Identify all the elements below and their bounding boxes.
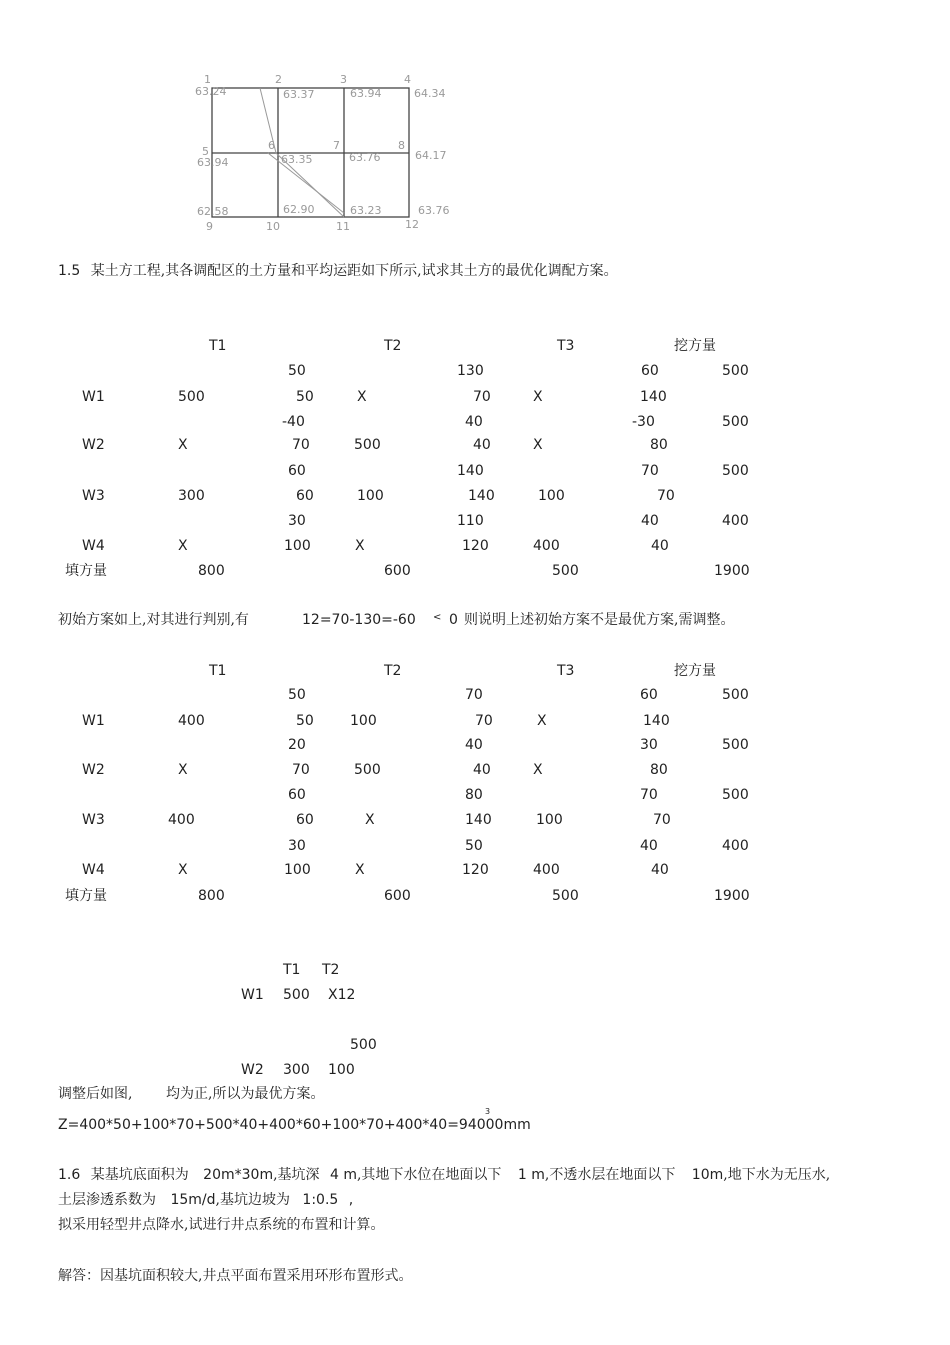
total-w2: 500 xyxy=(722,414,749,430)
problem-number: 1.6 xyxy=(58,1167,81,1183)
text-part: ,基坑边坡为 xyxy=(215,1192,290,1208)
cell: 120 xyxy=(462,862,489,878)
cell: 100 xyxy=(284,862,311,878)
elev-8: 64.17 xyxy=(415,149,447,162)
problem-1-6-line-2 xyxy=(58,1193,353,1207)
cell: 80 xyxy=(650,437,668,453)
problem-number: 1.5 xyxy=(58,263,81,279)
cell: 60 xyxy=(296,812,314,828)
dist-w1-t3: 60 xyxy=(640,687,658,703)
elev-7: 63.76 xyxy=(349,151,381,164)
judge-prefix: 初始方案如上,对其进行判别,有 xyxy=(58,612,249,628)
small-row-label-w1: W1 xyxy=(241,987,264,1003)
cell: 300 xyxy=(178,488,205,504)
total-w1: 500 xyxy=(722,687,749,703)
small-cell: 500 xyxy=(283,987,310,1003)
cell: 100 xyxy=(538,488,565,504)
dist-w1-t2: 130 xyxy=(457,363,484,379)
dist-w3-t1: 60 xyxy=(288,463,306,479)
answer-text: 解答：因基坑面积较大,井点平面布置采用环形布置形式。 xyxy=(58,1268,413,1284)
total-w1: 500 xyxy=(722,363,749,379)
cell: X xyxy=(537,713,547,729)
small-cell: 100 xyxy=(328,1062,355,1078)
cell: 500 xyxy=(354,437,381,453)
small-header-t1: T1 xyxy=(283,962,301,978)
cell: X xyxy=(178,538,188,554)
fill-label: 填方量 xyxy=(65,888,107,904)
corner-3: 3 xyxy=(340,73,347,86)
cell: 40 xyxy=(473,437,491,453)
value-slope: 1:0.5 xyxy=(302,1192,339,1208)
cell: X xyxy=(365,812,375,828)
cell: 100 xyxy=(284,538,311,554)
text-part: 某基坑底面积为 xyxy=(90,1167,189,1183)
cell: 500 xyxy=(354,762,381,778)
z-unit-superscript: 3 xyxy=(485,1107,491,1116)
cell: 400 xyxy=(533,862,560,878)
corner-10: 10 xyxy=(266,220,280,233)
cell: X xyxy=(533,389,543,405)
cell: 80 xyxy=(650,762,668,778)
cell: 140 xyxy=(468,488,495,504)
col-header-t1: T1 xyxy=(209,663,227,679)
row-label-w4: W4 xyxy=(82,862,105,878)
problem-1-5 xyxy=(58,264,618,278)
col-header-t2: T2 xyxy=(384,338,402,354)
value-water-level: 1 m xyxy=(517,1167,545,1183)
dist-w4-t3: 40 xyxy=(641,513,659,529)
value-permeability: 15m/d xyxy=(170,1192,216,1208)
problem-text: 某土方工程,其各调配区的土方量和平均运距如下所示,试求其土方的最优化调配方案。 xyxy=(90,263,618,279)
dist-w2-t2: 40 xyxy=(465,414,483,430)
cell: 50 xyxy=(296,389,314,405)
corner-2: 2 xyxy=(275,73,282,86)
col-header-cut: 挖方量 xyxy=(674,663,716,679)
corner-7: 7 xyxy=(333,139,340,152)
adjusted-suffix: 均为正,所以为最优方案。 xyxy=(166,1086,325,1102)
elev-5: 63.94 xyxy=(197,156,229,169)
elev-11: 63.23 xyxy=(350,204,382,217)
cell: 100 xyxy=(350,713,377,729)
dist-w3-t1: 60 xyxy=(288,787,306,803)
dist-w1-t2: 70 xyxy=(465,687,483,703)
cell: 100 xyxy=(536,812,563,828)
elev-10: 62.90 xyxy=(283,203,315,216)
z-formula: Z=400*50+100*70+500*40+400*60+100*70+400*40=94000mm xyxy=(58,1117,531,1133)
dist-w1-t3: 60 xyxy=(641,363,659,379)
cell: 70 xyxy=(292,437,310,453)
fill-t1: 800 xyxy=(198,888,225,904)
total-w3: 500 xyxy=(722,463,749,479)
judge-zero: 0 xyxy=(449,612,458,628)
cell: 60 xyxy=(296,488,314,504)
small-header-t2: T2 xyxy=(322,962,340,978)
total-w4: 400 xyxy=(722,513,749,529)
fill-t1: 800 xyxy=(198,563,225,579)
fill-total: 1900 xyxy=(714,563,750,579)
dist-w3-t2: 80 xyxy=(465,787,483,803)
row-label-w2: W2 xyxy=(82,437,105,453)
cell: 40 xyxy=(651,538,669,554)
dist-w3-t2: 140 xyxy=(457,463,484,479)
corner-4: 4 xyxy=(404,73,411,86)
cell: 140 xyxy=(465,812,492,828)
cell: 400 xyxy=(178,713,205,729)
cell: 40 xyxy=(473,762,491,778)
elev-2: 63.37 xyxy=(283,88,315,101)
elev-4: 64.34 xyxy=(414,87,446,100)
col-header-t1: T1 xyxy=(209,338,227,354)
dist-w2-t1: -40 xyxy=(282,414,305,430)
cell: 140 xyxy=(643,713,670,729)
row-label-w1: W1 xyxy=(82,713,105,729)
cell: 400 xyxy=(533,538,560,554)
corner-11: 11 xyxy=(336,220,350,233)
cell: 70 xyxy=(657,488,675,504)
dist-w2-t1: 20 xyxy=(288,737,306,753)
value-impermeable-depth: 10m xyxy=(691,1167,724,1183)
text-part: 土层渗透系数为 xyxy=(58,1192,156,1208)
dist-w3-t3: 70 xyxy=(640,787,658,803)
row-label-w2: W2 xyxy=(82,762,105,778)
col-header-t3: T3 xyxy=(557,663,575,679)
small-cell: X12 xyxy=(328,987,356,1003)
cell: X xyxy=(178,762,188,778)
text-part: ,其地下水位在地面以下 xyxy=(356,1167,502,1183)
corner-6: 6 xyxy=(268,139,275,152)
col-header-t2: T2 xyxy=(384,663,402,679)
dist-w4-t2: 110 xyxy=(457,513,484,529)
elev-3: 63.94 xyxy=(350,87,382,100)
cell: X xyxy=(178,862,188,878)
dist-w1-t1: 50 xyxy=(288,363,306,379)
dist-w4-t3: 40 xyxy=(640,838,658,854)
text-part: , xyxy=(348,1192,354,1208)
cell: 120 xyxy=(462,538,489,554)
row-label-w1: W1 xyxy=(82,389,105,405)
dist-w2-t3: -30 xyxy=(632,414,655,430)
total-w2: 500 xyxy=(722,737,749,753)
dist-w1-t1: 50 xyxy=(288,687,306,703)
judge-lt: < xyxy=(433,612,442,623)
small-cell: 500 xyxy=(350,1037,377,1053)
total-w4: 400 xyxy=(722,838,749,854)
dist-w4-t2: 50 xyxy=(465,838,483,854)
cell: 50 xyxy=(296,713,314,729)
corner-9: 9 xyxy=(206,220,213,233)
problem-1-6-line-3: 拟采用轻型井点降水,试进行井点系统的布置和计算。 xyxy=(58,1217,385,1233)
problem-1-6-line-1 xyxy=(58,1168,830,1182)
corner-8: 8 xyxy=(398,139,405,152)
cell: 40 xyxy=(651,862,669,878)
cell: 70 xyxy=(653,812,671,828)
fill-t2: 600 xyxy=(384,563,411,579)
fill-t3: 500 xyxy=(552,888,579,904)
corner-5: 5 xyxy=(202,145,209,158)
cell: X xyxy=(533,762,543,778)
value-area: 20m*30m xyxy=(203,1167,274,1183)
fill-total: 1900 xyxy=(714,888,750,904)
dist-w4-t1: 30 xyxy=(288,838,306,854)
small-row-label-w2: W2 xyxy=(241,1062,264,1078)
cell: 500 xyxy=(178,389,205,405)
cell: 70 xyxy=(292,762,310,778)
small-cell: 300 xyxy=(283,1062,310,1078)
text-part: ,地下水为无压水, xyxy=(723,1167,831,1183)
dist-w3-t3: 70 xyxy=(641,463,659,479)
elev-9: 62.58 xyxy=(197,205,229,218)
corner-1: 1 xyxy=(204,73,211,86)
elev-6: 63.35 xyxy=(281,153,313,166)
text-part: ,基坑深 xyxy=(273,1167,320,1183)
total-w3: 500 xyxy=(722,787,749,803)
fill-t2: 600 xyxy=(384,888,411,904)
cell: X xyxy=(357,389,367,405)
elev-1: 63.24 xyxy=(195,85,227,98)
row-label-w3: W3 xyxy=(82,812,105,828)
judge-formula: 12=70-130=-60 xyxy=(302,612,416,628)
judge-suffix: 则说明上述初始方案不是最优方案,需调整。 xyxy=(464,612,735,628)
row-label-w4: W4 xyxy=(82,538,105,554)
text-part: ,不透水层在地面以下 xyxy=(544,1167,676,1183)
cell: 70 xyxy=(475,713,493,729)
corner-12: 12 xyxy=(405,218,419,231)
cell: X xyxy=(355,862,365,878)
cell: X xyxy=(355,538,365,554)
dist-w2-t3: 30 xyxy=(640,737,658,753)
dist-w4-t1: 30 xyxy=(288,513,306,529)
value-depth: 4 m xyxy=(329,1167,357,1183)
cell: 400 xyxy=(168,812,195,828)
fill-t3: 500 xyxy=(552,563,579,579)
cell: X xyxy=(178,437,188,453)
row-label-w3: W3 xyxy=(82,488,105,504)
elev-12: 63.76 xyxy=(418,204,450,217)
fill-label: 填方量 xyxy=(65,563,107,579)
cell: 100 xyxy=(357,488,384,504)
dist-w2-t2: 40 xyxy=(465,737,483,753)
cell: 70 xyxy=(473,389,491,405)
cell: 140 xyxy=(640,389,667,405)
col-header-cut: 挖方量 xyxy=(674,338,716,354)
adjusted-prefix: 调整后如图, xyxy=(58,1086,133,1102)
cell: X xyxy=(533,437,543,453)
col-header-t3: T3 xyxy=(557,338,575,354)
